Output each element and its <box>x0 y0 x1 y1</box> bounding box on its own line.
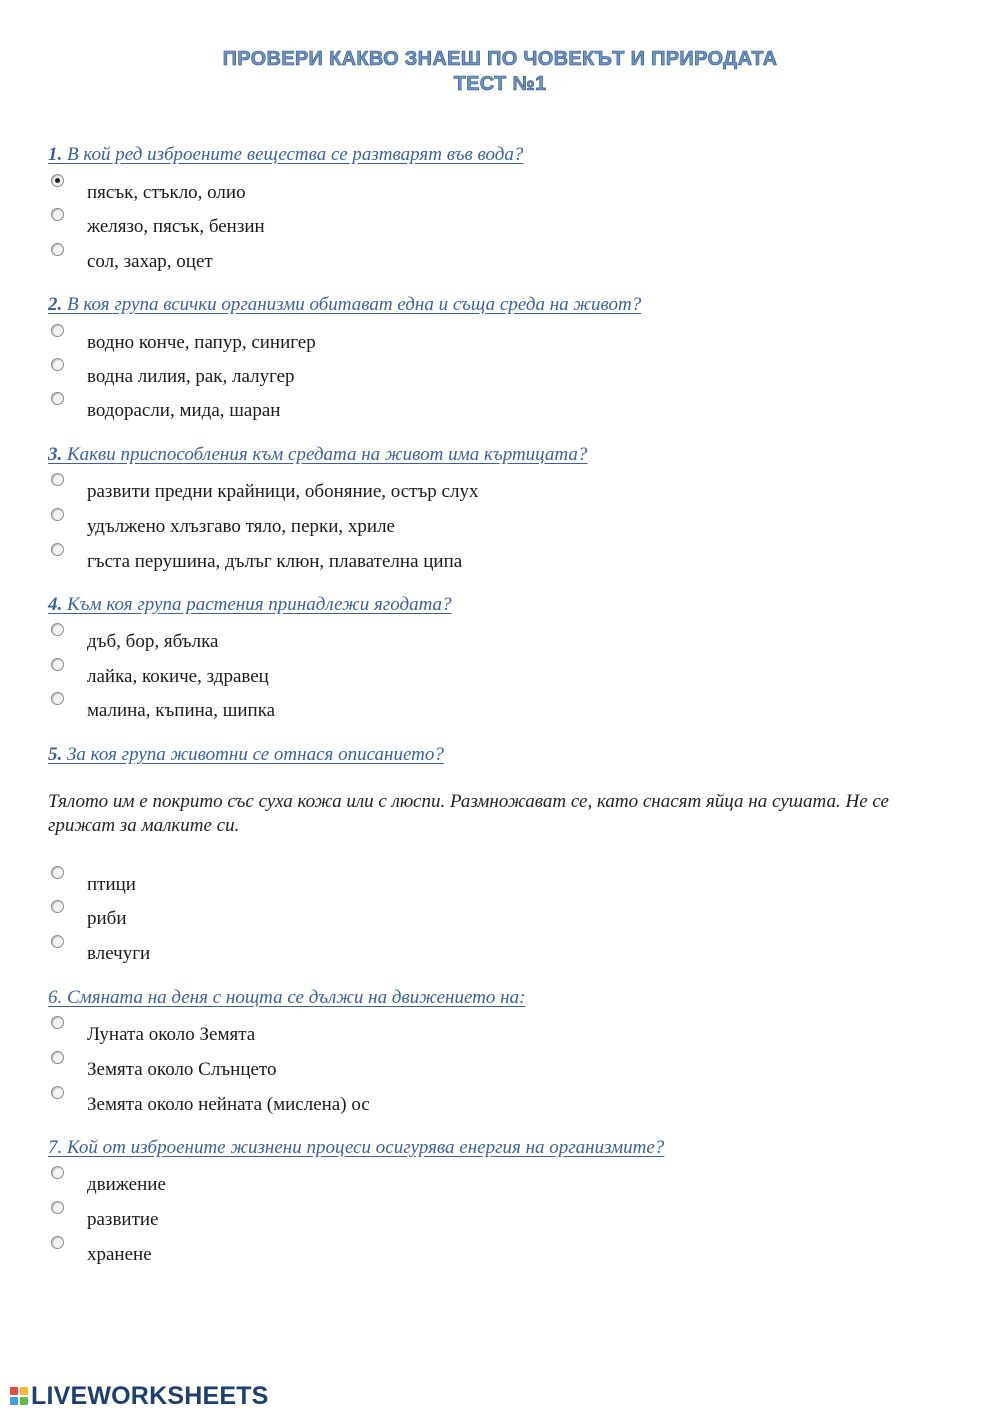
question-1-option-2[interactable] <box>48 208 948 238</box>
radio-button[interactable] <box>51 508 64 521</box>
question-5-option-1[interactable] <box>48 866 948 896</box>
question-4-heading <box>48 594 452 616</box>
question-text: Какви приспособления към средата на живот има къртицата? <box>67 444 588 465</box>
question-number: 3. <box>48 444 63 465</box>
logo-blocks-icon <box>10 1387 28 1405</box>
question-number: 4. <box>48 594 63 615</box>
question-number: 1. <box>48 144 63 165</box>
option-label: лайка, кокиче, здравец <box>87 666 269 687</box>
option-label: малина, къпина, шипка <box>87 700 276 721</box>
question-2-option-3[interactable] <box>48 392 948 422</box>
question-2-option-1[interactable] <box>48 324 948 354</box>
radio-button[interactable] <box>51 935 64 948</box>
option-label: птици <box>87 874 136 895</box>
question-4-option-1[interactable] <box>48 623 948 653</box>
question-number: 7. <box>48 1137 63 1158</box>
question-text: В коя група всички организми обитават една и съща среда на живот? <box>67 294 642 315</box>
question-4-option-2[interactable] <box>48 658 948 688</box>
option-label: Луната около Земята <box>87 1024 256 1045</box>
question-7-option-2[interactable] <box>48 1201 948 1231</box>
question-text: За коя група животни се отнася описанието? <box>67 744 444 765</box>
question-4-option-3[interactable] <box>48 692 948 722</box>
option-label: движение <box>87 1174 166 1195</box>
radio-button[interactable] <box>51 866 64 879</box>
question-text: Кой от изброените жизнени процеси осигурява енергия на организмите? <box>67 1137 665 1158</box>
radio-button[interactable] <box>51 543 64 556</box>
option-label: развитие <box>87 1209 159 1230</box>
brand-name: LIVEWORKSHEETS <box>31 1381 269 1410</box>
question-number: 6. <box>48 987 63 1008</box>
page-subtitle: ТЕСТ №1 <box>453 73 547 95</box>
radio-button[interactable] <box>51 692 64 705</box>
radio-button[interactable] <box>51 324 64 337</box>
radio-button[interactable] <box>51 473 64 486</box>
question-number: 5. <box>48 744 63 765</box>
radio-button[interactable] <box>51 1236 64 1249</box>
question-number: 2. <box>48 294 63 315</box>
question-7-option-1[interactable] <box>48 1166 948 1196</box>
question-text: В кой ред изброените вещества се разтварят във вода? <box>67 144 524 165</box>
option-label: влечуги <box>87 943 151 964</box>
question-1-option-3[interactable] <box>48 243 948 273</box>
radio-button-selected[interactable] <box>51 174 64 187</box>
option-label: дъб, бор, ябълка <box>87 631 219 652</box>
option-label: риби <box>87 908 127 929</box>
question-3-option-3[interactable] <box>48 543 948 573</box>
question-3-option-2[interactable] <box>48 508 948 538</box>
question-text: Към коя група растения принадлежи ягодата? <box>67 594 452 615</box>
option-label: водно конче, папур, синигер <box>87 332 316 353</box>
question-5-option-3[interactable] <box>48 935 948 965</box>
question-5-description: Тялото им е покрито със суха кожа или с люспи. Размножават се, като снасят яйца на сушата. Не се грижат за малките си. <box>48 791 889 836</box>
page-title: ПРОВЕРИ КАКВО ЗНАЕШ ПО ЧОВЕКЪТ И ПРИРОДАТА <box>222 48 778 70</box>
option-label: Земята около Слънцето <box>87 1059 277 1080</box>
radio-button[interactable] <box>51 1086 64 1099</box>
option-label: водна лилия, рак, лалугер <box>87 366 295 387</box>
option-label: пясък, стъкло, олио <box>87 182 246 203</box>
question-3-option-1[interactable] <box>48 473 948 503</box>
question-7-heading <box>48 1137 664 1159</box>
question-6-option-2[interactable] <box>48 1051 948 1081</box>
radio-button[interactable] <box>51 358 64 371</box>
radio-button[interactable] <box>51 1201 64 1214</box>
question-5-option-2[interactable] <box>48 900 948 930</box>
question-7-option-3[interactable] <box>48 1236 948 1266</box>
question-text: Смяната на деня с нощта се дължи на движението на: <box>67 987 526 1008</box>
option-label: желязо, пясък, бензин <box>87 216 265 237</box>
radio-button[interactable] <box>51 900 64 913</box>
question-2-option-2[interactable] <box>48 358 948 388</box>
question-5-heading <box>48 744 444 766</box>
option-label: водорасли, мида, шаран <box>87 400 281 421</box>
radio-button[interactable] <box>51 658 64 671</box>
question-6-option-1[interactable] <box>48 1016 948 1046</box>
option-label: хранене <box>87 1244 152 1265</box>
question-6-option-3[interactable] <box>48 1086 948 1116</box>
option-label: сол, захар, оцет <box>87 251 213 272</box>
question-3-heading <box>48 444 587 466</box>
liveworksheets-logo <box>10 1382 269 1410</box>
question-6-heading <box>48 987 525 1009</box>
radio-button[interactable] <box>51 1016 64 1029</box>
radio-button[interactable] <box>51 1051 64 1064</box>
radio-button[interactable] <box>51 1166 64 1179</box>
option-label: Земята около нейната (мислена) ос <box>87 1094 370 1115</box>
radio-button[interactable] <box>51 623 64 636</box>
option-label: развити предни крайници, обоняние, остър слух <box>87 481 479 502</box>
option-label: удължено хлъзгаво тяло, перки, хриле <box>87 516 395 537</box>
radio-button[interactable] <box>51 392 64 405</box>
radio-button[interactable] <box>51 243 64 256</box>
radio-button[interactable] <box>51 208 64 221</box>
option-label: гъста перушина, дълъг клюн, плавателна ципа <box>87 551 463 572</box>
question-1-heading <box>48 144 523 166</box>
question-2-heading <box>48 294 641 316</box>
question-1-option-1[interactable] <box>48 174 948 204</box>
